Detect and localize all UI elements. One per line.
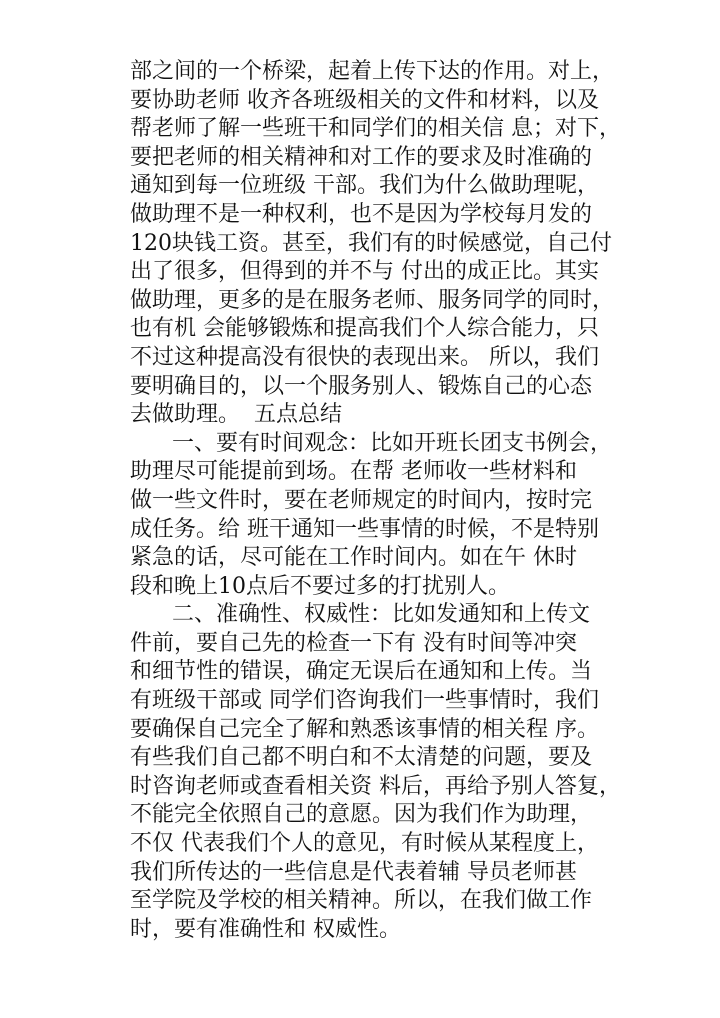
text-line: 成任务。给 班干通知一些事情的时候，不是特别: [130, 516, 599, 542]
text-line: 有班级干部或 同学们咨询我们一些事情时，我们: [130, 688, 599, 714]
text-line: 也有机 会能够锻炼和提高我们个人综合能力，只: [130, 316, 599, 342]
text-line: 段和晚上10点后不要过多的打扰别人。: [130, 573, 510, 599]
text-line: 做助理，更多的是在服务老师、服务同学的同时，: [130, 287, 615, 313]
text-line: 二、准确性、权威性：比如发通知和上传文: [130, 602, 590, 628]
body-text: [130, 58, 620, 944]
text-line: 助理尽可能提前到场。在帮 老师收一些材料和: [130, 459, 577, 485]
text-line: 做助理不是一种权利，也不是因为学校每月发的: [130, 201, 593, 227]
text-line: 要确保自己完全了解和熟悉该事情的相关程 序。: [130, 716, 599, 742]
text-line: 帮老师了解一些班干和同学们的相关信 息；对下，: [130, 116, 621, 142]
text-line: 时，要有准确性和 权威性。: [130, 916, 401, 942]
text-line: 我们所传达的一些信息是代表着辅 导员老师甚: [130, 859, 577, 885]
text-line: 要把老师的相关精神和对工作的要求及时准确的: [130, 144, 593, 170]
text-line: 件前，要自己先的检查一下有 没有时间等冲突: [130, 630, 577, 656]
text-line: 通知到每一位班级 干部。我们为什么做助理呢，: [130, 173, 599, 199]
text-line: 做一些文件时，要在老师规定的时间内，按时完: [130, 487, 593, 513]
text-line: 部之间的一个桥梁，起着上传下达的作用。对上，: [130, 59, 615, 84]
text-line: 不能完全依照自己的意愿。因为我们作为助理，: [130, 802, 593, 828]
text-line: 不仅 代表我们个人的意见，有时候从某程度上，: [130, 831, 599, 857]
text-line: 120块钱工资。甚至，我们有的时候感觉，自己付: [130, 230, 612, 256]
text-line: 去做助理。 五点总结: [130, 402, 342, 428]
text-line: 要明确目的，以一个服务别人、锻炼自己的心态: [130, 373, 593, 399]
text-line: 时咨询老师或查看相关资 料后，再给予别人答复，: [130, 773, 621, 799]
text-line: 要协助老师 收齐各班级相关的文件和材料，以及: [130, 87, 599, 113]
text-line: 不过这种提高没有很快的表现出来。 所以，我们: [130, 344, 599, 370]
text-line: 一、要有时间观念：比如开班长团支书例会，: [130, 430, 612, 456]
text-line: 有些我们自己都不明白和不太清楚的问题，要及: [130, 745, 593, 771]
text-line: 至学院及学校的相关精神。所以，在我们做工作: [130, 888, 593, 914]
text-line: 出了很多，但得到的并不与 付出的成正比。其实: [130, 259, 599, 285]
text-line: 紧急的话，尽可能在工作时间内。如在午 休时: [130, 545, 577, 571]
text-line: 和细节性的错误，确定无误后在通知和上传。当: [130, 659, 593, 685]
